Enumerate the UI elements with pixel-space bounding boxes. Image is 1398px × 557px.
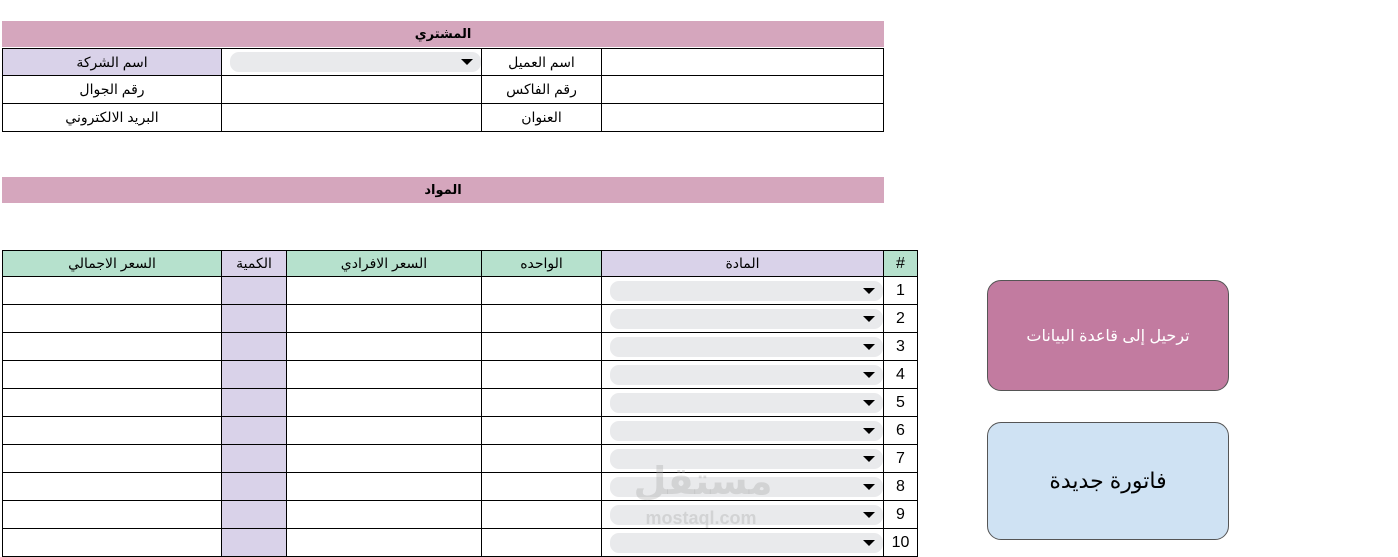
row-index: 9	[883, 500, 918, 529]
email-field[interactable]	[221, 103, 482, 132]
row-unit-price[interactable]	[286, 360, 482, 389]
item-dropdown[interactable]	[610, 309, 883, 329]
row-total-price[interactable]	[2, 276, 222, 305]
customer-name-dropdown[interactable]	[230, 52, 481, 72]
customer-select-cell	[221, 48, 482, 76]
row-item	[601, 332, 884, 361]
row-unit-price[interactable]	[286, 304, 482, 333]
row-quantity[interactable]	[221, 360, 287, 389]
chevron-down-icon	[863, 288, 875, 294]
chevron-down-icon	[863, 344, 875, 350]
chevron-down-icon	[863, 484, 875, 490]
row-index: 7	[883, 444, 918, 473]
row-item	[601, 304, 884, 333]
row-quantity[interactable]	[221, 500, 287, 529]
chevron-down-icon	[863, 456, 875, 462]
row-unit-price[interactable]	[286, 332, 482, 361]
mobile-field[interactable]	[221, 75, 482, 104]
col-item: المادة	[601, 250, 884, 277]
watermark-url: mostaql.com	[645, 508, 757, 528]
row-total-price[interactable]	[2, 416, 222, 445]
row-item	[601, 360, 884, 389]
transfer-button-label: ترحيل إلى قاعدة البيانات	[1026, 327, 1190, 345]
email-label: البريد الالكتروني	[2, 103, 222, 132]
row-unit-price[interactable]	[286, 416, 482, 445]
row-unit[interactable]	[481, 416, 602, 445]
row-unit-price[interactable]	[286, 276, 482, 305]
row-index: 1	[883, 276, 918, 305]
row-unit[interactable]	[481, 444, 602, 473]
fax-label: رقم الفاكس	[481, 75, 602, 104]
row-unit[interactable]	[481, 276, 602, 305]
chevron-down-icon	[461, 59, 473, 65]
transfer-to-database-button[interactable]	[987, 280, 1229, 391]
row-unit-price[interactable]	[286, 500, 482, 529]
chevron-down-icon	[863, 540, 875, 546]
chevron-down-icon	[863, 316, 875, 322]
company-name-label: اسم الشركة	[2, 48, 222, 76]
row-total-price[interactable]	[2, 528, 222, 557]
col-unit: الواحده	[481, 250, 602, 277]
buyer-section-header	[2, 21, 884, 47]
chevron-down-icon	[863, 400, 875, 406]
row-quantity[interactable]	[221, 388, 287, 417]
row-quantity[interactable]	[221, 528, 287, 557]
row-total-price[interactable]	[2, 472, 222, 501]
col-index: #	[883, 250, 918, 277]
row-unit[interactable]	[481, 388, 602, 417]
item-dropdown[interactable]	[610, 393, 883, 413]
row-item	[601, 388, 884, 417]
row-unit-price[interactable]	[286, 528, 482, 557]
materials-header-text: المواد	[424, 182, 462, 197]
row-unit[interactable]	[481, 360, 602, 389]
mobile-label: رقم الجوال	[2, 75, 222, 104]
row-unit[interactable]	[481, 500, 602, 529]
row-total-price[interactable]	[2, 304, 222, 333]
chevron-down-icon	[863, 428, 875, 434]
row-unit[interactable]	[481, 304, 602, 333]
item-dropdown[interactable]	[610, 337, 883, 357]
row-quantity[interactable]	[221, 416, 287, 445]
chevron-down-icon	[863, 372, 875, 378]
customer-name-label: اسم العميل	[481, 48, 602, 76]
row-index: 8	[883, 472, 918, 501]
row-total-price[interactable]	[2, 444, 222, 473]
row-total-price[interactable]	[2, 332, 222, 361]
row-item	[601, 416, 884, 445]
col-unit-price: السعر الافرادي	[286, 250, 482, 277]
row-index: 6	[883, 416, 918, 445]
row-total-price[interactable]	[2, 360, 222, 389]
watermark-logo: مستقل	[633, 461, 773, 503]
row-quantity[interactable]	[221, 332, 287, 361]
item-dropdown[interactable]	[610, 421, 883, 441]
new-invoice-button[interactable]	[987, 422, 1229, 540]
col-quantity: الكمية	[221, 250, 287, 277]
row-quantity[interactable]	[221, 444, 287, 473]
row-index: 10	[883, 528, 918, 557]
row-index: 5	[883, 388, 918, 417]
new-invoice-button-label: فاتورة جديدة	[1049, 468, 1167, 493]
row-index: 3	[883, 332, 918, 361]
item-dropdown[interactable]	[610, 281, 883, 301]
row-quantity[interactable]	[221, 276, 287, 305]
row-unit-price[interactable]	[286, 472, 482, 501]
row-unit[interactable]	[481, 472, 602, 501]
customer-name-field[interactable]	[601, 48, 884, 76]
row-unit[interactable]	[481, 332, 602, 361]
row-index: 4	[883, 360, 918, 389]
chevron-down-icon	[863, 512, 875, 518]
materials-section-header	[2, 177, 884, 203]
row-total-price[interactable]	[2, 500, 222, 529]
address-label: العنوان	[481, 103, 602, 132]
address-field[interactable]	[601, 103, 884, 132]
row-unit-price[interactable]	[286, 444, 482, 473]
fax-field[interactable]	[601, 75, 884, 104]
buyer-header-text: المشتري	[414, 26, 472, 41]
row-unit-price[interactable]	[286, 388, 482, 417]
item-dropdown[interactable]	[610, 533, 883, 553]
row-quantity[interactable]	[221, 304, 287, 333]
item-dropdown[interactable]	[610, 365, 883, 385]
row-index: 2	[883, 304, 918, 333]
row-item	[601, 276, 884, 305]
row-total-price[interactable]	[2, 388, 222, 417]
col-total-price: السعر الاجمالي	[2, 250, 222, 277]
row-quantity[interactable]	[221, 472, 287, 501]
row-unit[interactable]	[481, 528, 602, 557]
row-item	[601, 528, 884, 557]
